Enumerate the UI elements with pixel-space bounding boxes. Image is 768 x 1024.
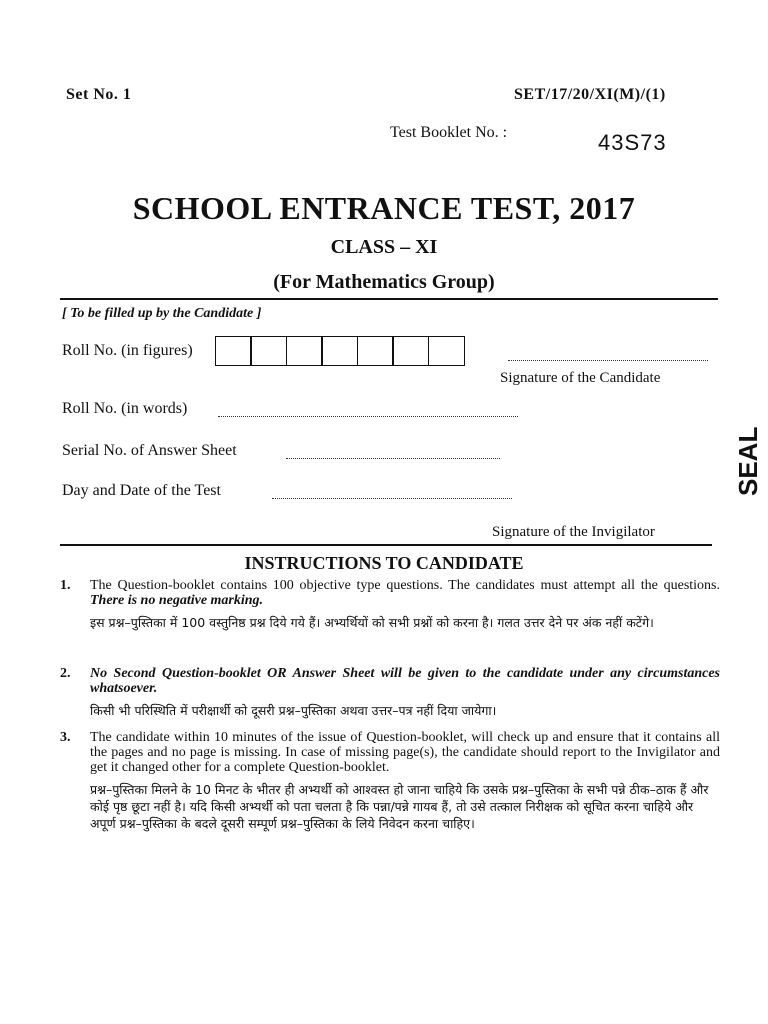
- candidate-signature-line[interactable]: [508, 348, 708, 366]
- instruction-hindi: प्रश्न–पुस्तिका मिलने के 10 मिनट के भीतर ही अभ्यर्थी को आश्वस्त हो जाना चाहिये कि उसके प्रश्न–पुस्तिका के सभी पन्ने ठीक–ठाक हैं और कोई पृष्ठ छूटा नहीं है। यदि किसी अभ्यर्थी को पता चलता है कि पन्ना/पन्ने गायब हैं, तो उसे तत्काल निरीक्षक को सूचित करना चाहिये और अपूर्ण प्रश्न–पुस्तिका के बदले दूसरी सम्पूर्ण प्रश्न–पुस्तिका के लिये निवेदन करना चाहिए।: [90, 782, 709, 831]
- booklet-number: 43S73: [598, 130, 667, 155]
- roll-words-line[interactable]: [218, 404, 518, 422]
- instruction-number: 2.: [60, 666, 71, 681]
- date-label: Day and Date of the Test: [62, 482, 221, 499]
- roll-digit-box[interactable]: [286, 336, 323, 366]
- instruction-emphasis: There is no negative marking.: [90, 593, 264, 608]
- roll-digit-box[interactable]: [250, 336, 287, 366]
- class-line: CLASS – XI: [330, 236, 438, 258]
- instruction-item-2: [60, 666, 720, 719]
- invigilator-signature-label: Signature of the Invigilator: [492, 524, 655, 540]
- instruction-number: 1.: [60, 578, 71, 593]
- instruction-emphasis: No Second Question-booklet OR Answer Sheet will be given to the candidate under any circumstances whatsoever.: [90, 666, 720, 696]
- roll-digit-box[interactable]: [321, 336, 358, 366]
- roll-figures-label: Roll No. (in figures): [62, 342, 193, 359]
- candidate-signature-label: Signature of the Candidate: [500, 370, 661, 386]
- date-line[interactable]: [272, 486, 512, 504]
- serial-label: Serial No. of Answer Sheet: [62, 442, 237, 459]
- roll-digit-box[interactable]: [392, 336, 429, 366]
- instruction-item-1: [60, 578, 720, 631]
- fill-note: [ To be filled up by the Candidate ]: [62, 306, 262, 321]
- page-title: SCHOOL ENTRANCE TEST, 2017: [132, 190, 636, 226]
- roll-digit-box[interactable]: [428, 336, 465, 366]
- roll-digit-box[interactable]: [215, 336, 252, 366]
- roll-number-boxes[interactable]: [216, 336, 465, 366]
- booklet-number-label: Test Booklet No. :: [390, 124, 508, 141]
- serial-line[interactable]: [286, 446, 500, 464]
- instruction-item-3: [60, 730, 720, 832]
- instruction-text: The Question-booklet contains 100 objective type questions. The candidates must attempt all the questions.: [90, 578, 720, 593]
- section-divider: [60, 544, 712, 546]
- top-divider: [60, 298, 718, 300]
- instruction-hindi: किसी भी परिस्थिति में परीक्षार्थी को दूसरी प्रश्न–पुस्तिका अथवा उत्तर–पत्र नहीं दिया जायेगा।: [90, 703, 497, 718]
- roll-digit-box[interactable]: [357, 336, 394, 366]
- instruction-hindi: इस प्रश्न–पुस्तिका में 100 वस्तुनिष्ठ प्रश्न दिये गये हैं। अभ्यर्थियों को सभी प्रश्नों को करना है। गलत उत्तर देने पर अंक नहीं कटेंगे।: [90, 615, 654, 630]
- set-code: SET/17/20/XI(M)/(1): [514, 86, 666, 103]
- seal-label: SEAL: [733, 426, 763, 496]
- instruction-number: 3.: [60, 730, 71, 745]
- instructions-heading: INSTRUCTIONS TO CANDIDATE: [244, 553, 524, 573]
- instruction-text: The candidate within 10 minutes of the issue of Question-booklet, will check up and ensure that it contains all the pages and no page is missing. In case of missing page(s), the candidate should report to the Invigilator and get it changed other for a complete Question-booklet.: [90, 730, 720, 775]
- group-line: (For Mathematics Group): [273, 271, 495, 293]
- roll-words-label: Roll No. (in words): [62, 400, 188, 417]
- set-number: Set No. 1: [66, 86, 132, 103]
